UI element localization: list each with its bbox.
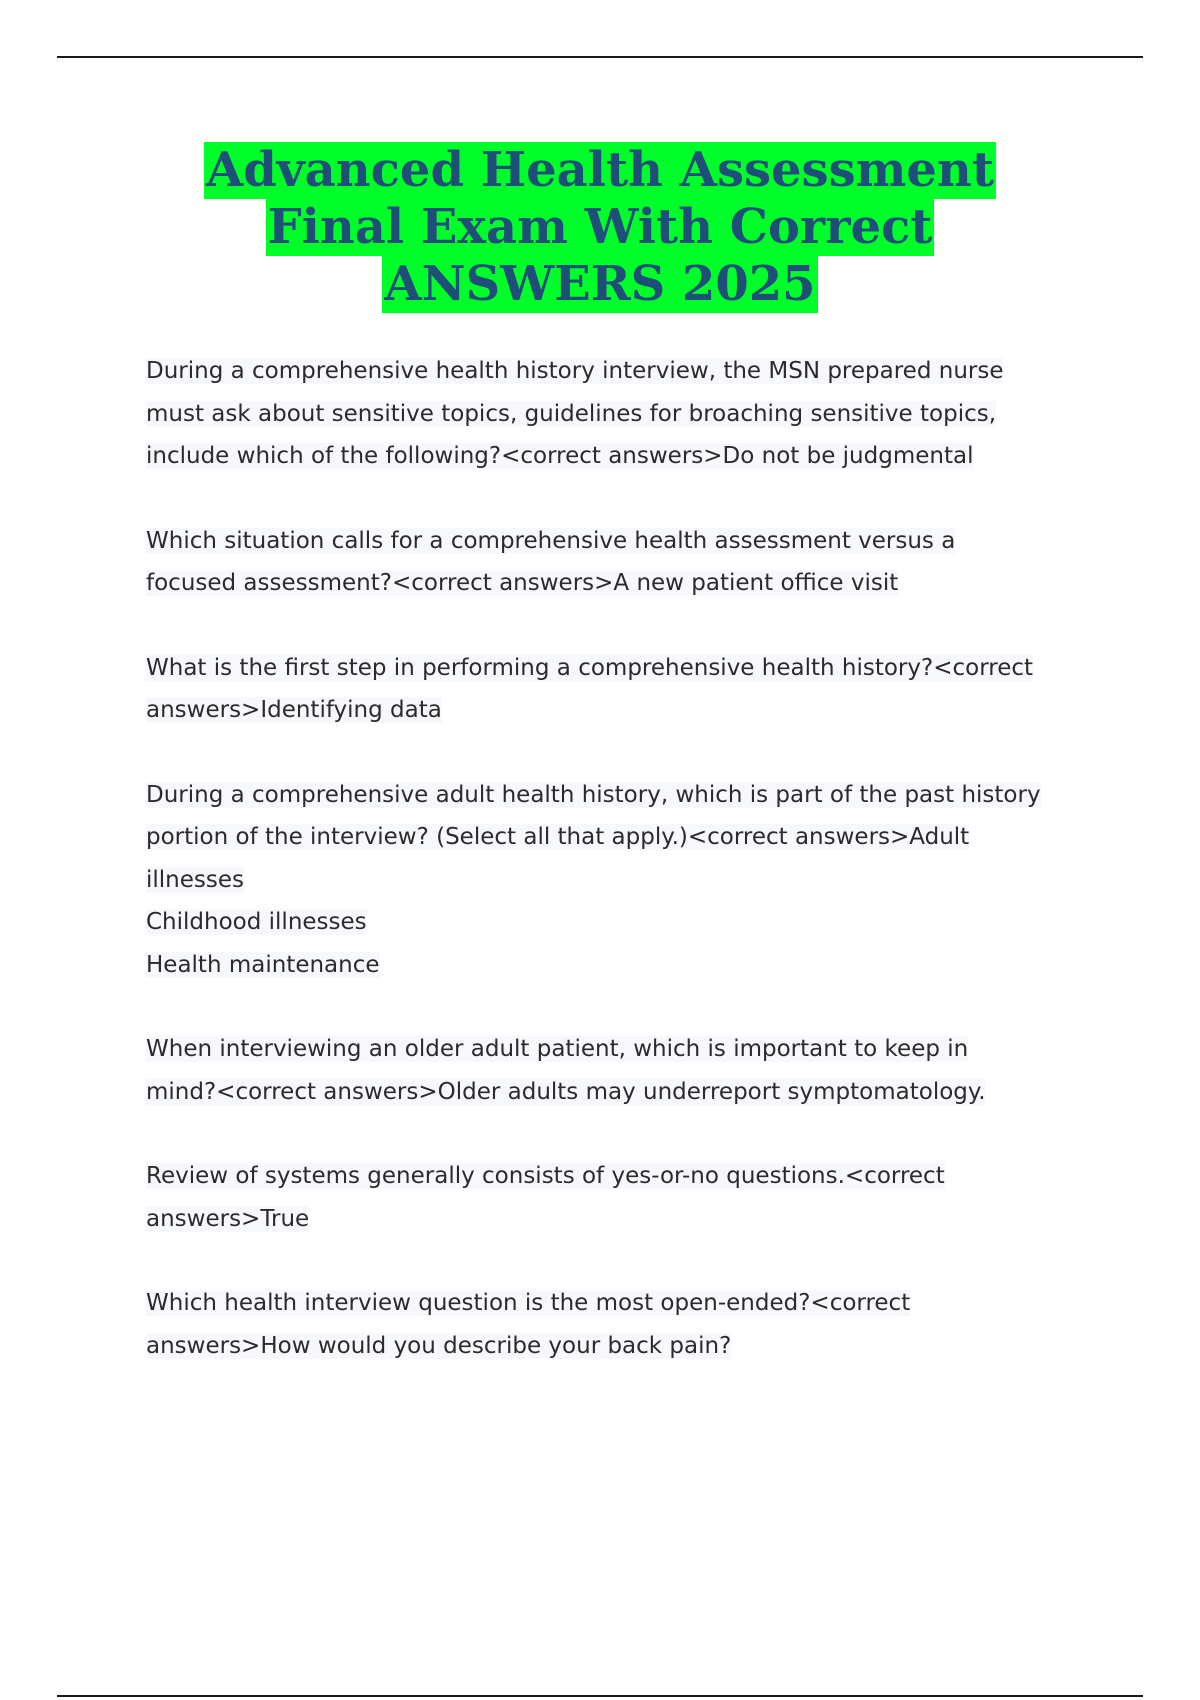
- question-item-5: [146, 1028, 1106, 1113]
- title-line-3: ANSWERS 2025: [384, 256, 816, 312]
- question-text-line: Childhood illnesses: [146, 909, 367, 935]
- bottom-divider: [57, 1695, 1143, 1697]
- question-item-7: [146, 1282, 1106, 1367]
- top-divider: [57, 56, 1143, 58]
- question-text-line: When interviewing an older adult patient, which is important to keep in: [146, 1036, 969, 1062]
- question-text-line: What is the first step in performing a comprehensive health history?<correct: [146, 654, 1034, 681]
- title-line-1: Advanced Health Assessment: [205, 142, 994, 198]
- question-text-line: illnesses: [146, 866, 244, 893]
- question-text-line: answers>How would you describe your back pain?: [146, 1332, 732, 1359]
- question-text-line: mind?<correct answers>Older adults may underreport symptomatology.: [146, 1078, 986, 1105]
- question-text-line: During a comprehensive adult health history, which is part of the past history: [146, 781, 1041, 808]
- question-text-line: portion of the interview? (Select all that apply.)<correct answers>Adult: [146, 824, 970, 850]
- question-text-line: answers>True: [146, 1205, 310, 1232]
- question-list: [146, 350, 1106, 1409]
- document-title: [100, 142, 1100, 313]
- title-line-2: Final Exam With Correct: [267, 199, 933, 255]
- question-text-line: Health maintenance: [146, 951, 380, 978]
- question-text-line: include which of the following?<correct answers>Do not be judgmental: [146, 443, 974, 469]
- question-item-2: [146, 520, 1106, 605]
- question-item-1: [146, 350, 1106, 478]
- question-item-3: [146, 647, 1106, 732]
- question-text-line: Which situation calls for a comprehensive health assessment versus a: [146, 527, 956, 554]
- question-text-line: Which health interview question is the most open-ended?<correct: [146, 1290, 911, 1316]
- question-text-line: must ask about sensitive topics, guidelines for broaching sensitive topics,: [146, 400, 997, 427]
- question-item-4: [146, 774, 1106, 987]
- question-text-line: During a comprehensive health history interview, the MSN prepared nurse: [146, 358, 1004, 384]
- question-text-line: focused assessment?<correct answers>A new patient office visit: [146, 570, 899, 596]
- question-text-line: answers>Identifying data: [146, 697, 442, 723]
- question-text-line: Review of systems generally consists of yes-or-no questions.<correct: [146, 1163, 945, 1189]
- question-item-6: [146, 1155, 1106, 1240]
